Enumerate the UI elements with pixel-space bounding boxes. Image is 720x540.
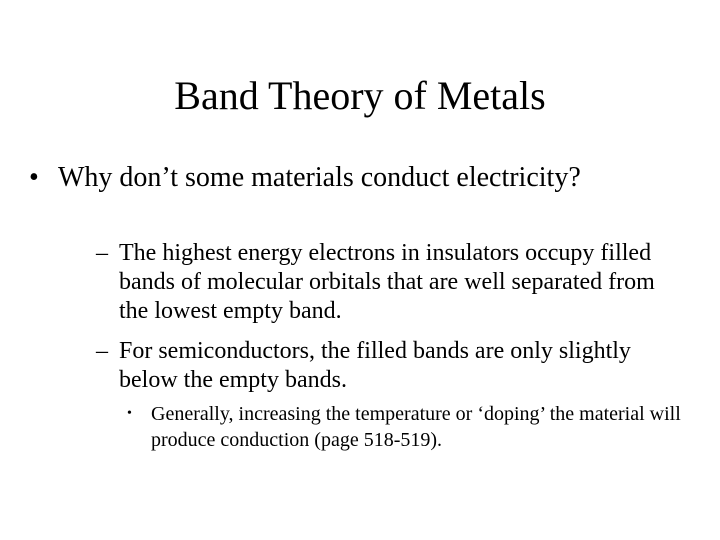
sub-sub-bullet-item [127,401,691,453]
bullet-marker: • [127,406,132,421]
sub-bullet-item [96,337,689,395]
sub-sub-bullet-text: Generally, increasing the temperature or ‘doping’ the material will produce conduction (page 518-519). [151,403,681,451]
sub-bullet-text: For semiconductors, the filled bands are only slightly below the empty bands. [119,338,631,393]
bullet-text: Why don’t some materials conduct electricity? [58,162,581,193]
slide-title: Band Theory of Metals [174,73,546,118]
bullet-item [29,161,638,195]
dash-marker: – [96,240,108,266]
sub-bullet-item [96,239,689,326]
bullet-marker: • [29,162,39,193]
sub-bullet-text: The highest energy electrons in insulators occupy filled bands of molecular orbitals that are well separated from the lowest empty band. [119,240,655,324]
dash-marker: – [96,338,108,364]
